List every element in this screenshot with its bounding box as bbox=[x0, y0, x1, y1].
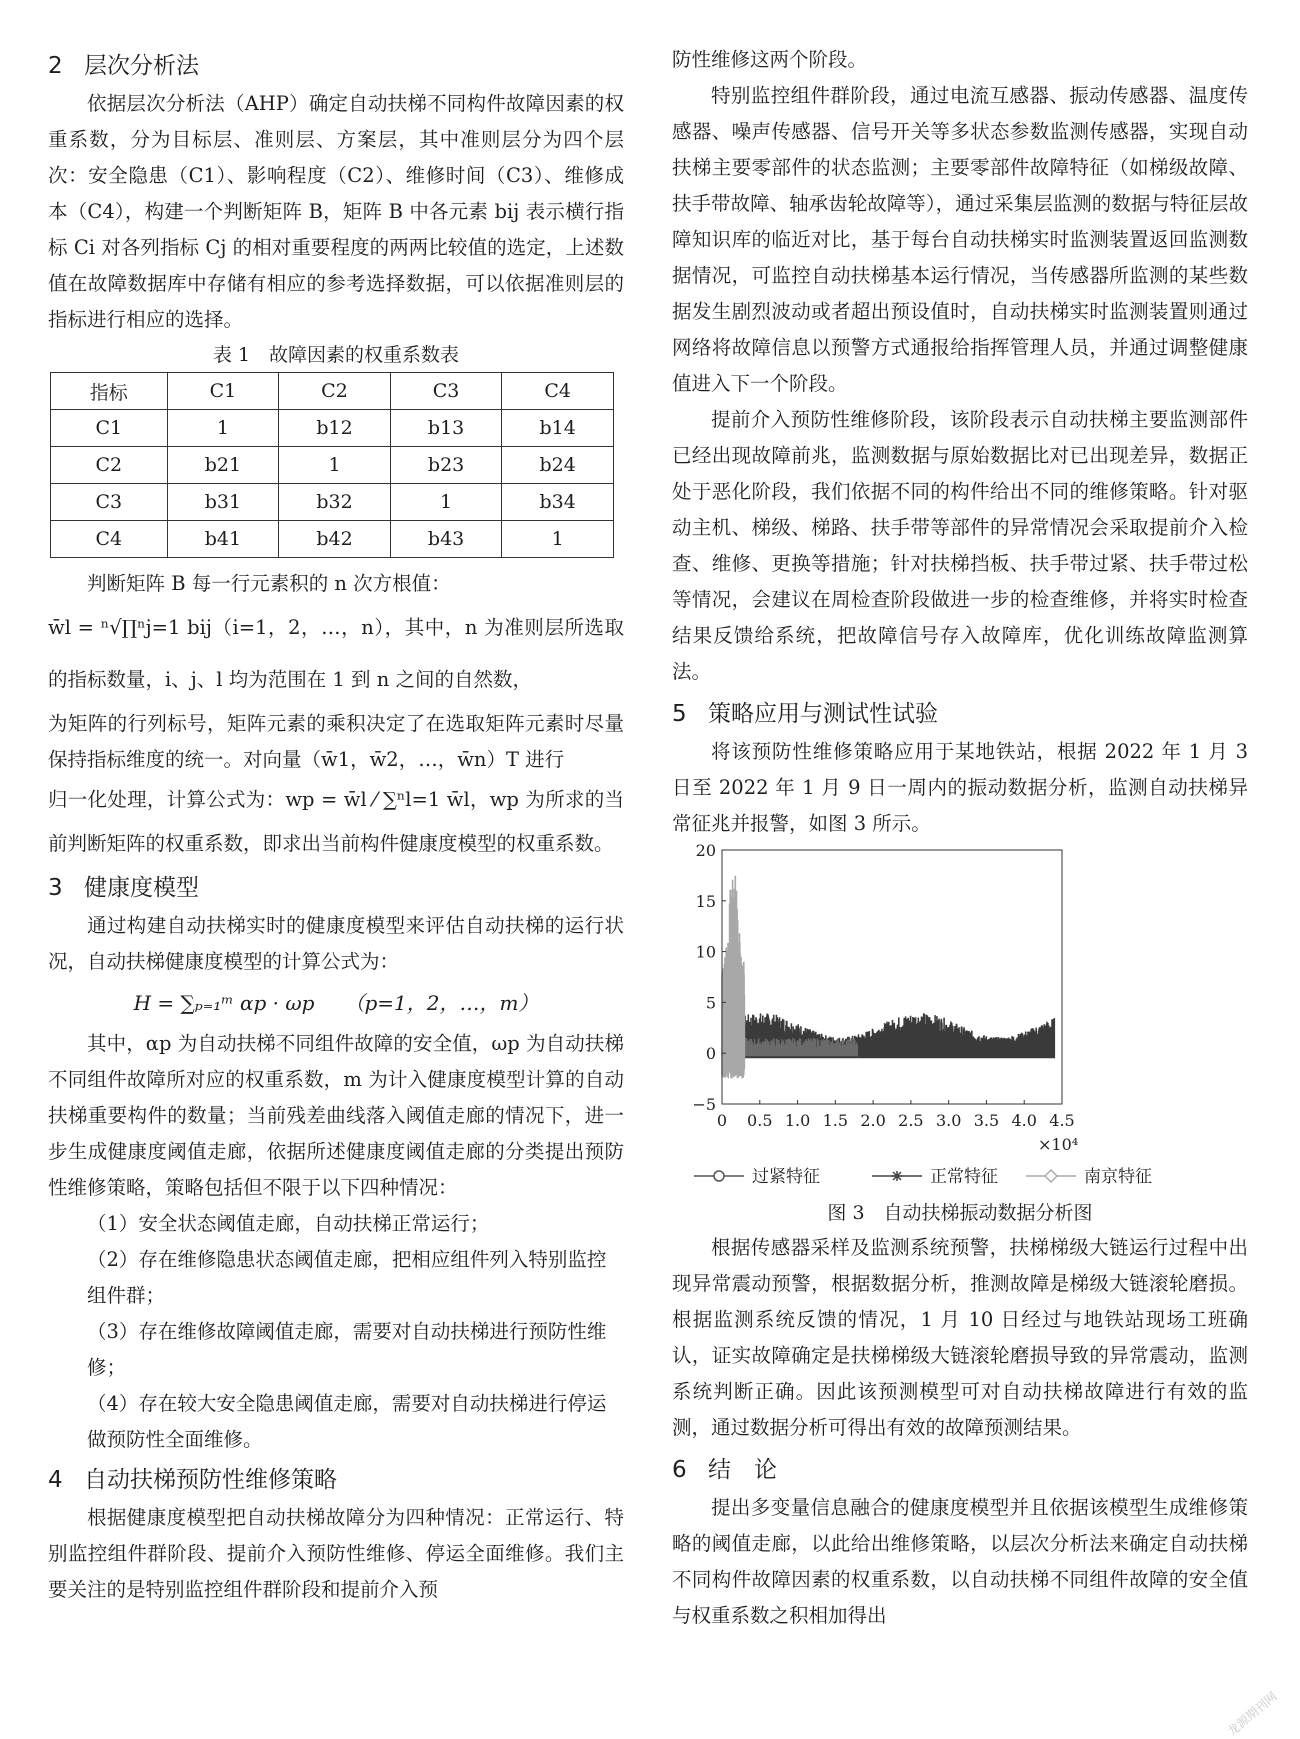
table-row bbox=[51, 484, 614, 521]
section-2-heading: 2 层次分析法 bbox=[48, 53, 199, 79]
legend-label: 过紧特征 bbox=[752, 1167, 820, 1187]
right-paragraph-1: 特别监控组件群阶段，通过电流互感器、振动传感器、温度传感器、噪声传感器、信号开关等多状态参数监测传感器，实现自动扶梯主要零部件的状态监测；主要零部件故障特征（如梯级故障、扶手带故障、轴承齿轮故障等），通过采集层监测的数据与特征层故障知识库的临近对比，基于每台自动扶梯实时监测装置返回监测数据情况，可监控自动扶梯基本运行情况，当传感器所监测的某些数据发生剧烈波动或者超出预设值时，自动扶梯实时监测装置则通过网络将故障信息以预警方式通报给指挥管理人员，并通过调整健康值进入下一个阶段。 bbox=[672, 84, 1248, 395]
section-2-paragraph-3: w̄l = ⁿ√∏ⁿj=1 bij（i=1，2，…，n），其中，n 为准则层所选取的指标数量，i、j、l 均为范围在 1 到 n 之间的自然数， bbox=[48, 616, 624, 691]
table-cell: b42 bbox=[279, 521, 391, 558]
table-cell: b21 bbox=[167, 447, 279, 484]
x-exponent-label: ×10⁴ bbox=[1038, 1135, 1079, 1154]
legend-marker-diamond-icon bbox=[1045, 1170, 1057, 1182]
y-tick-label: 0 bbox=[705, 1044, 716, 1064]
x-tick-label: 0 bbox=[716, 1111, 728, 1130]
y-tick-label: 10 bbox=[695, 942, 716, 962]
section-5-paragraph-2: 根据传感器采样及监测系统预警，扶梯梯级大链运行过程中出现异常震动预警，根据数据分析，推测故障是梯级大链滚轮磨损。根据监测系统反馈的情况，1 月 10 日经过与地铁站现场工班确认，证实故障确定是扶梯梯级大链滚轮磨损导致的异常震动，监测系统判断正确。因此该预测模型可对自动扶梯故障进行有效的监测，通过数据分析可得出有效的故障预测结果。 bbox=[672, 1236, 1248, 1439]
weight-table bbox=[50, 372, 614, 558]
table-cell: b12 bbox=[279, 410, 391, 447]
table-row bbox=[51, 521, 614, 558]
section-2-paragraph-2: 判断矩阵 B 每一行元素积的 n 次方根值： bbox=[87, 572, 451, 595]
vibration-chart bbox=[672, 842, 1248, 1202]
x-tick-label: 1.0 bbox=[784, 1111, 811, 1130]
chart-svg bbox=[672, 842, 1248, 1202]
x-tick-label: 4.0 bbox=[1011, 1111, 1037, 1130]
legend-marker-circle-icon bbox=[714, 1171, 724, 1181]
x-tick-label: 2.0 bbox=[860, 1111, 886, 1130]
list-item: （1）安全状态阈值走廊，自动扶梯正常运行； bbox=[87, 1212, 490, 1235]
x-tick-label: 4.5 bbox=[1049, 1111, 1075, 1130]
left-column bbox=[48, 46, 624, 1608]
y-tick-label: 20 bbox=[695, 842, 716, 860]
table-cell: b34 bbox=[502, 484, 614, 521]
table-header-cell: C2 bbox=[279, 373, 391, 410]
y-tick-label: 5 bbox=[705, 993, 716, 1013]
table-cell: C1 bbox=[51, 410, 168, 447]
x-tick-label: 3.0 bbox=[935, 1111, 962, 1130]
legend-label: 正常特征 bbox=[930, 1167, 998, 1187]
table-cell: b13 bbox=[390, 410, 502, 447]
table-row bbox=[51, 447, 614, 484]
section-4-heading: 4 自动扶梯预防性维修策略 bbox=[48, 1467, 337, 1493]
table-cell: b23 bbox=[390, 447, 502, 484]
table-cell: b41 bbox=[167, 521, 279, 558]
section-5-heading: 5 策略应用与测试性试验 bbox=[672, 701, 938, 727]
y-tick-label: −5 bbox=[692, 1095, 716, 1114]
table-cell: C4 bbox=[51, 521, 168, 558]
section-3-paragraph-2: 其中，αp 为自动扶梯不同组件故障的安全值，ωp 为自动扶梯不同组件故障所对应的权重系数，m 为计入健康度模型计算的自动扶梯重要构件的数量；当前残差曲线落入阈值走廊的情况下，进一步生成健康度阈值走廊，依据所述健康度阈值走廊的分类提出预防性维修策略，策略包括但不限于以下四种情况： bbox=[48, 1032, 624, 1199]
chart-frame bbox=[722, 850, 1062, 1104]
table-cell: C3 bbox=[51, 484, 168, 521]
chart-legend bbox=[694, 1167, 1152, 1187]
table-header-cell: 指标 bbox=[51, 373, 168, 410]
table-header-cell: C1 bbox=[167, 373, 279, 410]
watermark: 龙源期刊网 bbox=[1224, 1689, 1280, 1739]
table-cell: 1 bbox=[390, 484, 502, 521]
figure-3-caption: 图 3 自动扶梯振动数据分析图 bbox=[827, 1202, 1093, 1224]
right-paragraph-0: 防性维修这两个阶段。 bbox=[672, 48, 868, 71]
series-nanjing-line bbox=[722, 876, 744, 1079]
list-item: （3）存在维修故障阈值走廊，需要对自动扶梯进行预防性维修； bbox=[87, 1320, 607, 1379]
legend-label: 南京特征 bbox=[1084, 1167, 1152, 1187]
table-cell: 1 bbox=[502, 521, 614, 558]
legend-marker-star-icon bbox=[892, 1171, 902, 1181]
right-column bbox=[672, 42, 1248, 1634]
x-tick-label: 2.5 bbox=[898, 1111, 924, 1130]
list-item: （4）存在较大安全隐患阈值走廊，需要对自动扶梯进行停运做预防性全面维修。 bbox=[87, 1392, 607, 1451]
table-cell: 1 bbox=[279, 447, 391, 484]
table-header-row bbox=[51, 373, 614, 410]
table-cell: b31 bbox=[167, 484, 279, 521]
table-row bbox=[51, 410, 614, 447]
y-tick-label: 15 bbox=[695, 891, 716, 911]
list-item: （2）存在维修隐患状态阈值走廊，把相应组件列入特别监控组件群； bbox=[87, 1248, 607, 1307]
table-cell: b24 bbox=[502, 447, 614, 484]
section-2-paragraph-1: 依据层次分析法（AHP）确定自动扶梯不同构件故障因素的权重系数，分为目标层、准则层、方案层，其中准则层分为四个层次：安全隐患（C1）、影响程度（C2）、维修时间（C3）、维修成本（C4），构建一个判断矩阵 B，矩阵 B 中各元素 bij 表示横行指标 Ci 对各列指标 Cj 的相对重要程度的两两比较值的选定，上述数值在故障数据库中存储有相应的参考选择数据，可以依据准则层的指标进行相应的选择。 bbox=[48, 92, 624, 331]
table-cell: b43 bbox=[390, 521, 502, 558]
right-paragraph-2: 提前介入预防性维修阶段，该阶段表示自动扶梯主要监测部件已经出现故障前兆，监测数据与原始数据比对已出现差异，数据正处于恶化阶段，我们依据不同的构件给出不同的维修策略。针对驱动主机、梯级、梯路、扶手带等部件的异常情况会采取提前介入检查、维修、更换等措施；针对扶梯挡板、扶手带过紧、扶手带过松等情况，会建议在周检查阶段做进一步的检查维修，并将实时检查结果反馈给系统，把故障信号存入故障库，优化训练故障监测算法。 bbox=[672, 408, 1248, 683]
x-tick-label: 3.5 bbox=[973, 1111, 1000, 1130]
health-formula: H = ∑ₚ₌₁ᵐ αp · ωp （p=1，2，…，m） bbox=[133, 991, 539, 1015]
table-cell: 1 bbox=[167, 410, 279, 447]
section-4-paragraph-1: 根据健康度模型把自动扶梯故障分为四种情况：正常运行、特别监控组件群阶段、提前介入预防性维修、停运全面维修。我们主要关注的是特别监控组件群阶段和提前介入预 bbox=[48, 1506, 624, 1601]
section-6-paragraph-1: 提出多变量信息融合的健康度模型并且依据该模型生成维修策略的阈值走廊，以此给出维修策略，以层次分析法来确定自动扶梯不同构件故障因素的权重系数，以自动扶梯不同组件故障的安全值与权重系数之积相加得出 bbox=[672, 1496, 1248, 1627]
section-5-paragraph-1: 将该预防性维修策略应用于某地铁站，根据 2022 年 1 月 3 日至 2022 年 1 月 9 日一周内的振动数据分析，监测自动扶梯异常征兆并报警，如图 3 所示。 bbox=[672, 740, 1248, 835]
chart-plot-area bbox=[722, 876, 1054, 1079]
x-tick-label: 0.5 bbox=[747, 1111, 773, 1130]
section-3-heading: 3 健康度模型 bbox=[48, 875, 199, 901]
table-cell: C2 bbox=[51, 447, 168, 484]
table-cell: b32 bbox=[279, 484, 391, 521]
table-cell: b14 bbox=[502, 410, 614, 447]
section-6-heading: 6 结 论 bbox=[672, 1457, 777, 1483]
section-3-paragraph-1: 通过构建自动扶梯实时的健康度模型来评估自动扶梯的运行状况，自动扶梯健康度模型的计算公式为： bbox=[48, 914, 624, 973]
chart-ticks bbox=[692, 842, 1078, 1154]
table-1-caption: 表 1 故障因素的权重系数表 bbox=[212, 344, 460, 366]
table-header-cell: C3 bbox=[390, 373, 502, 410]
table-header-cell: C4 bbox=[502, 373, 614, 410]
section-2-paragraph-4: 为矩阵的行列标号，矩阵元素的乘积决定了在选取矩阵元素时尽量保持指标维度的统一。对向量（w̄1，w̄2，…，w̄n）T 进行 bbox=[48, 712, 624, 771]
x-tick-label: 1.5 bbox=[822, 1111, 849, 1130]
section-2-paragraph-5: 归一化处理，计算公式为：wp = w̄l ⁄ ∑ⁿl=1 w̄l，wp 为所求的当前判断矩阵的权重系数，即求出当前构件健康度模型的权重系数。 bbox=[48, 788, 624, 855]
